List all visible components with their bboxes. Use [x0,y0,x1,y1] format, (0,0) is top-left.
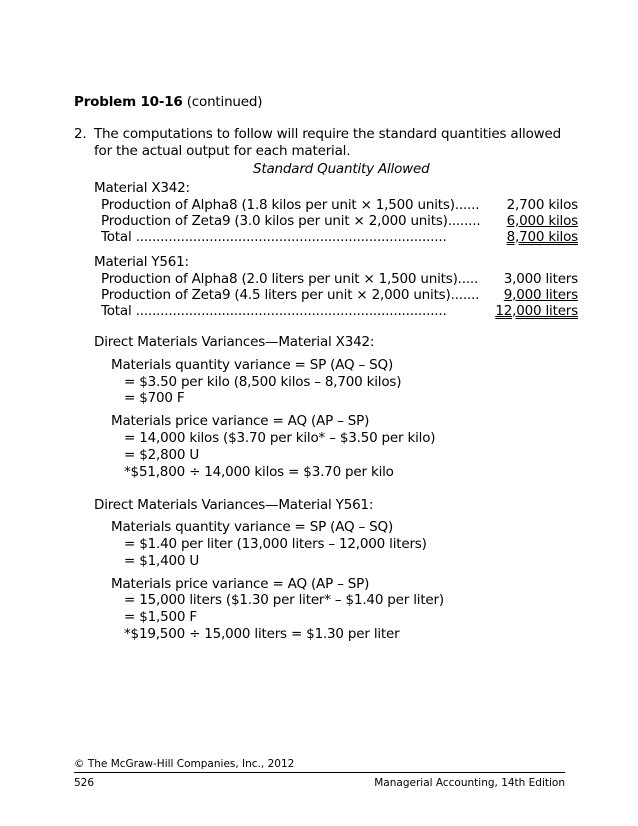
material-y561-title: Material Y561: [94,254,189,270]
intro-line-1: The computations to follow will require the standard quantities allowed [94,126,561,142]
x342-total-value: 8,700 kilos [506,229,578,245]
material-x342-title: Material X342: [94,180,190,196]
x342-row-value: 6,000 kilos [506,213,578,229]
x342-quantity-calc: = $3.50 per kilo (8,500 kilos – 8,700 kilos) [124,374,402,390]
footer-rule [74,772,565,773]
x342-price-formula: Materials price variance = AQ (AP – SP) [111,413,370,429]
intro-line-2: for the actual output for each material. [94,143,351,159]
y561-row-label: Production of Zeta9 (4.5 liters per unit × 2,000 units)....... [101,287,480,303]
y561-row-value: 3,000 liters [503,271,578,287]
y561-row-value: 9,000 liters [503,287,578,303]
x342-total-label: Total ............................................................................ [101,229,447,245]
x342-price-footnote: *$51,800 ÷ 14,000 kilos = $3.70 per kilo [124,464,394,480]
y561-quantity-result: = $1,400 U [124,553,200,569]
y561-quantity-calc: = $1.40 per liter (13,000 liters – 12,000 liters) [124,536,427,552]
variances-x342-title: Direct Materials Variances—Material X342: [94,334,375,350]
x342-quantity-formula: Materials quantity variance = SP (AQ – SQ) [111,357,394,373]
item-number: 2. [74,126,87,142]
y561-price-calc: = 15,000 liters ($1.30 per liter* – $1.40 per liter) [124,592,444,608]
problem-continued: (continued) [186,94,263,110]
y561-price-formula: Materials price variance = AQ (AP – SP) [111,576,370,592]
column-header: Standard Quantity Allowed [253,161,430,177]
y561-quantity-formula: Materials quantity variance = SP (AQ – SQ) [111,519,394,535]
x342-row-label: Production of Zeta9 (3.0 kilos per unit × 2,000 units)........ [101,213,481,229]
y561-total-value: 12,000 liters [495,303,578,319]
x342-row-value: 2,700 kilos [506,197,578,213]
variances-y561-title: Direct Materials Variances—Material Y561: [94,497,374,513]
y561-row-label: Production of Alpha8 (2.0 liters per unit × 1,500 units)..... [101,271,479,287]
x342-quantity-result: = $700 F [124,390,185,406]
book-title: Managerial Accounting, 14th Edition [374,777,565,789]
problem-number: Problem 10-16 [74,94,183,110]
copyright-notice: © The McGraw-Hill Companies, Inc., 2012 [74,758,295,770]
page-number: 526 [74,777,95,789]
x342-row-label: Production of Alpha8 (1.8 kilos per unit × 1,500 units)...... [101,197,480,213]
y561-price-footnote: *$19,500 ÷ 15,000 liters = $1.30 per liter [124,626,400,642]
problem-heading [74,94,262,110]
y561-total-label: Total ............................................................................ [101,303,447,319]
x342-price-calc: = 14,000 kilos ($3.70 per kilo* – $3.50 per kilo) [124,430,436,446]
y561-price-result: = $1,500 F [124,609,197,625]
x342-price-result: = $2,800 U [124,447,200,463]
